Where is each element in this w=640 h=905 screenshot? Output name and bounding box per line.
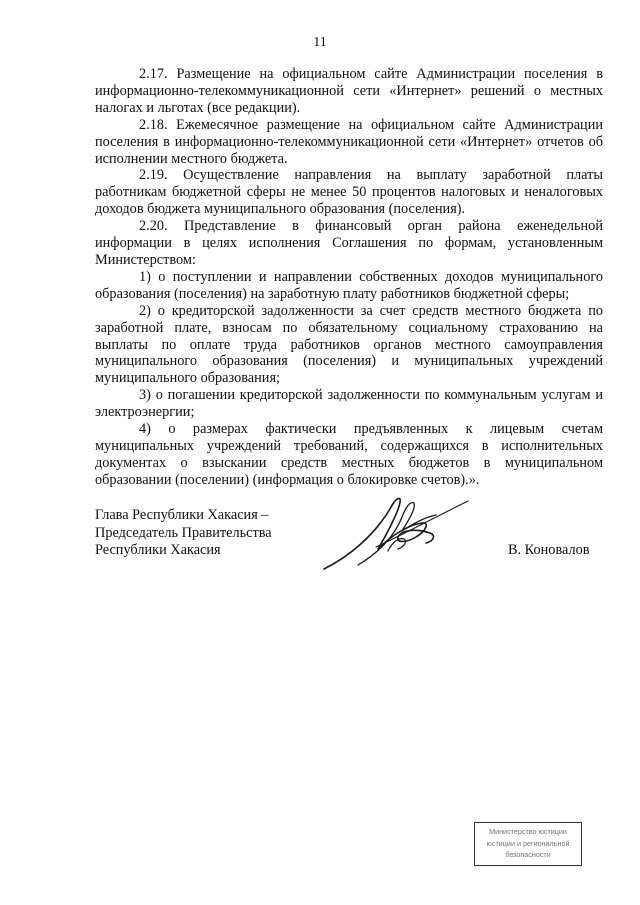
signatory-position <box>95 507 272 560</box>
position-line-1: Глава Республики Хакасия – <box>95 507 269 523</box>
signer-name: В. Коновалов <box>508 542 590 558</box>
page-number: 11 <box>313 35 327 50</box>
position-line-2: Председатель Правительства <box>95 524 272 541</box>
list-item-1: 1) о поступлении и направлении собственных доходов муниципального образования (поселения) на заработную плату работников бюджетной сферы; <box>95 268 603 302</box>
list-item-3: 3) о погашении кредиторской задолженности по коммунальным услугам и электроэнергии; <box>95 387 603 421</box>
paragraph-2-18: 2.18. Ежемесячное размещение на официальном сайте Администрации поселения в информационно-телекоммуникационной сети «Интернет» отчетов об исполнении местного бюджета. <box>95 116 603 167</box>
paragraph-2-17: 2.17. Размещение на официальном сайте Администрации поселения в информационно-телекоммуникационной сети «Интернет» решений о местных налогах и льготах (все редакции). <box>95 66 603 116</box>
stamp-line-1: Министерство юстиции <box>489 827 567 836</box>
signature-stroke-main <box>324 498 433 569</box>
document-body <box>95 66 603 489</box>
stamp-line-2: юстиции и региональной <box>486 838 570 848</box>
registration-stamp <box>474 822 582 866</box>
stamp-line-3: безопасности <box>505 850 551 859</box>
position-line-3: Республики Хакасия <box>95 542 221 558</box>
list-item-2: 2) о кредиторской задолженности за счет средств местного бюджета по заработной плате, взносам по обязательному социальному страхованию на выплаты по оплате труда работников органов местного самоуправления муниципального образования (поселения) и муниципальных учреждений муниципального образования; <box>95 302 603 387</box>
handwritten-signature <box>318 487 478 577</box>
list-item-4: 4) о размерах фактически предъявленных к лицевым счетам муниципальных учреждений требований, содержащихся в исполнительных документах о взыскании средств местных бюджетов в муниципальном образовании (поселении) (информация о блокировке счетов).». <box>95 421 603 488</box>
paragraph-2-19: 2.19. Осуществление направления на выплату заработной платы работникам бюджетной сферы не менее 50 процентов налоговых и неналоговых доходов бюджета муниципального образования (поселения). <box>95 167 603 218</box>
paragraph-2-20: 2.20. Представление в финансовый орган района еженедельной информации в целях исполнения Соглашения по формам, установленным Министерством: <box>95 218 603 268</box>
